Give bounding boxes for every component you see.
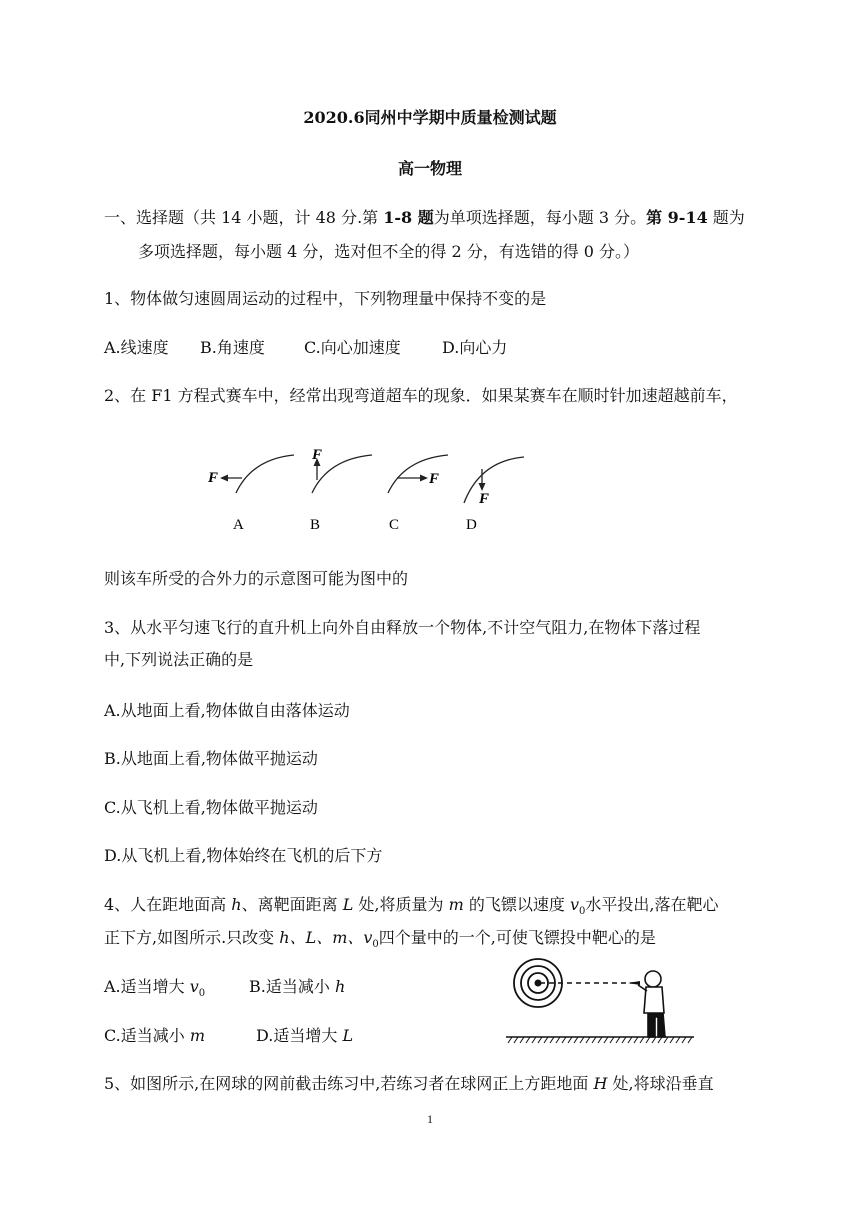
- section1-text-d: 第 9-14: [646, 208, 708, 227]
- q4-var-v-subscript: 0: [578, 906, 586, 918]
- page-subtitle: 高一物理: [397, 159, 462, 178]
- q3-stem-line2: 中,下列说法正确的是: [104, 650, 254, 669]
- page-number: 1: [427, 1112, 433, 1126]
- q1-stem: 1、物体做匀速圆周运动的过程中，下列物理量中保持不变的是: [104, 289, 547, 308]
- q4-option-d: D.适当增大 L: [256, 1026, 354, 1045]
- q4-dart-target-figure: [500, 955, 700, 1047]
- q5-text: 5、如图所示,在网球的网前截击练习中,若练习者在球网正上方距地面: [104, 1074, 594, 1093]
- figure-a-arrowhead: [220, 475, 228, 482]
- figure-a-force-label: F: [208, 470, 219, 486]
- q2-stem: 2、在 F1 方程式赛车中，经常出现弯道超车的现象．如果某赛车在顺时针加速超越前车，: [104, 386, 738, 405]
- figure-a-label: A: [233, 517, 244, 533]
- figure-c-force-label: F: [429, 471, 440, 487]
- q5-text: 处,将球沿垂直: [607, 1074, 714, 1093]
- q3-option-d: D.从飞机上看,物体始终在飞机的后下方: [104, 846, 383, 865]
- section1-text-e: 题为: [707, 208, 745, 227]
- q1-option-b: B.角速度: [200, 338, 265, 357]
- section1-text-a: 一、选择题（共 14 小题，计 48 分.第: [104, 208, 384, 227]
- q1-option-a: A.线速度: [104, 338, 169, 357]
- q4-var-l: L: [342, 895, 354, 914]
- figure-b-force-label: F: [312, 447, 323, 463]
- figure-c-arrowhead: [420, 475, 428, 482]
- q4-var-m: m: [448, 895, 464, 914]
- dart-icon: [628, 981, 640, 985]
- q4-option-a: A.适当增大 $v_0$: [104, 977, 206, 1000]
- q3-option-c: C.从飞机上看,物体做平抛运动: [104, 798, 318, 817]
- q4-text: 正下方,如图所示.只改变: [104, 928, 280, 947]
- q1-option-c: C.向心加速度: [304, 338, 401, 357]
- q4-var-v: v: [569, 895, 579, 914]
- q4-option-b: B.适当减小 h: [249, 977, 346, 996]
- q5-var-h: H: [593, 1074, 608, 1093]
- q4-vars: h、L、m、v: [279, 928, 373, 947]
- q4-text: 4、人在距地面高: [104, 895, 232, 914]
- figure-d-force-label: F: [479, 491, 490, 507]
- q4-text: 的飞镖以速度: [463, 895, 570, 914]
- section1-text-line2: 多项选择题，每小题 4 分，选对但不全的得 2 分，有选错的得 0 分。）: [138, 242, 640, 261]
- q3-option-b: B.从地面上看,物体做平抛运动: [104, 749, 318, 768]
- q3-option-a: A.从地面上看,物体做自由落体运动: [104, 701, 350, 720]
- figure-b-label: B: [310, 517, 321, 533]
- q2-tail: 则该车所受的合外力的示意图可能为图中的: [104, 569, 409, 588]
- q4-text: 水平投出,落在靶心: [585, 895, 719, 914]
- q4-var-h: h: [231, 895, 242, 914]
- q3-stem-line1: 3、从水平匀速飞行的直升机上向外自由释放一个物体,不计空气阻力,在物体下落过程: [104, 618, 701, 637]
- figure-c-label: C: [389, 517, 400, 533]
- q4-text: 四个量中的一个,可使飞镖投中靶心的是: [378, 928, 656, 947]
- q1-option-d: D.向心力: [442, 338, 508, 357]
- q4-text: 、离靶面距离: [241, 895, 343, 914]
- q4-text: 处,将质量为: [353, 895, 449, 914]
- figure-d-arrowhead: [479, 483, 486, 491]
- thrower-person: [638, 971, 665, 1037]
- figure-a-curve: [236, 455, 294, 493]
- section1-text-c: 为单项选择题，每小题 3 分。: [433, 208, 647, 227]
- page-title: 2020.6同州中学期中质量检测试题: [303, 108, 557, 127]
- ground-hatching: [508, 1037, 692, 1043]
- figure-d-label: D: [466, 517, 477, 533]
- q4-vars-subscript: 0: [372, 939, 379, 951]
- q2-force-figures: [200, 445, 540, 540]
- section1-text-b: 1-8 题: [383, 208, 434, 227]
- q4-option-c: C.适当减小 m: [104, 1026, 206, 1045]
- figure-d-curve: [464, 457, 524, 503]
